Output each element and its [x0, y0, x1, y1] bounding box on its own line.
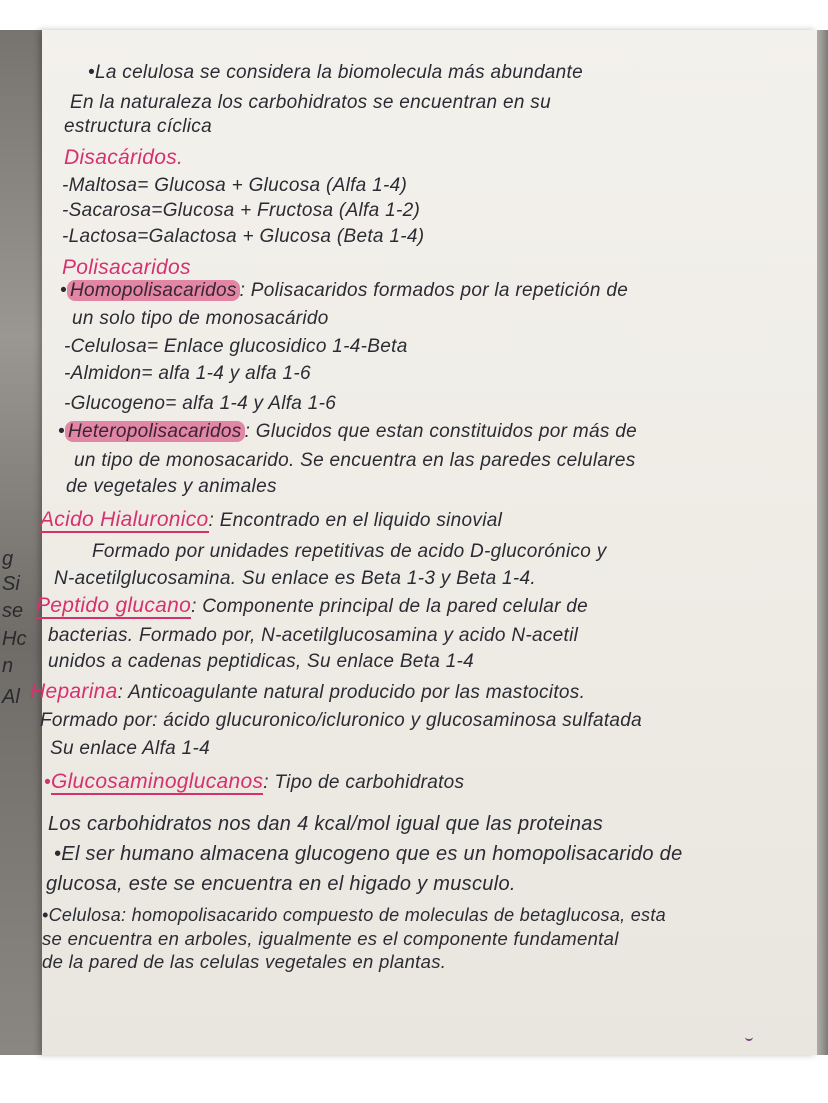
margin-fragment: Al: [2, 686, 20, 708]
note-line: [66, 476, 277, 498]
note-line: [74, 450, 636, 472]
line-text: Formado por unidades repetitivas de acido D-glucorónico y: [92, 541, 607, 562]
line-text: -Lactosa=Galactosa + Glucosa (Beta 1-4): [62, 226, 425, 247]
line-text: : Glucidos que estan constituidos por más de: [244, 421, 637, 442]
line-text: Su enlace Alfa 1-4: [50, 738, 210, 759]
line-text: : Encontrado en el liquido sinovial: [208, 510, 503, 531]
note-line: [58, 421, 637, 443]
note-line: [64, 116, 212, 138]
line-text: se encuentra en arboles, igualmente es el componente fundamental: [42, 928, 619, 949]
line-text: •La celulosa se considera la biomolecula más abundante: [88, 62, 583, 83]
line-text: glucosa, este se encuentra en el higado y musculo.: [46, 873, 516, 895]
note-line: [88, 62, 583, 84]
note-line: [54, 843, 683, 866]
fabric-background: [0, 30, 45, 1055]
note-line: [64, 393, 336, 415]
note-line: [30, 680, 585, 704]
line-text: : Anticoagulante natural producido por las mastocitos.: [117, 682, 586, 703]
line-text: -Almidon= alfa 1-4 y alfa 1-6: [64, 363, 311, 384]
heading-text: Disacáridos.: [64, 146, 184, 169]
note-line: [62, 200, 420, 222]
line-text: unidos a cadenas peptidicas, Su enlace Beta 1-4: [48, 651, 475, 672]
note-line: [92, 541, 607, 563]
line-text: •Celulosa: homopolisacarido compuesto de moleculas de betaglucosa, esta: [42, 905, 666, 925]
line-text: un solo tipo de monosacárido: [72, 308, 329, 329]
line-text: Los carbohidratos nos dan 4 kcal/mol igual que las proteinas: [48, 813, 603, 835]
line-text: -Glucogeno= alfa 1-4 y Alfa 1-6: [64, 393, 337, 414]
note-line: [60, 280, 628, 302]
highlighted-term: Heteropolisacaridos: [65, 421, 245, 442]
line-text: un tipo de monosacarido. Se encuentra en las paredes celulares: [74, 450, 636, 471]
margin-fragment: se: [2, 600, 24, 622]
bullet: •: [44, 772, 51, 793]
line-text: estructura cíclica: [64, 116, 212, 137]
heading-disacaridos: [64, 146, 183, 170]
note-line: [48, 651, 474, 673]
line-text: de la pared de las celulas vegetales en plantas.: [42, 951, 447, 972]
heading-glucosaminoglucanos: Glucosaminoglucanos: [50, 770, 264, 793]
bullet: •: [60, 280, 67, 301]
note-line: [72, 308, 329, 330]
note-line: [42, 928, 619, 950]
note-line: [50, 738, 210, 760]
margin-fragment: Si: [2, 573, 20, 595]
margin-fragment: n: [2, 655, 14, 677]
note-line: [64, 336, 408, 358]
note-line: [48, 625, 578, 647]
line-text: -Maltosa= Glucosa + Glucosa (Alfa 1-4): [62, 175, 408, 196]
note-line: [62, 226, 424, 248]
note-line: [40, 710, 642, 732]
heading-acido-hialuronico: Acido Hialuronico: [40, 508, 209, 531]
margin-fragment: Hc: [2, 628, 27, 650]
line-text: -Celulosa= Enlace glucosidico 1-4-Beta: [64, 336, 408, 357]
margin-fragment: g: [2, 548, 14, 570]
note-line: [48, 813, 603, 836]
note-line: [42, 951, 446, 973]
heading-polisacaridos: [62, 256, 191, 280]
line-text: N-acetilglucosamina. Su enlace es Beta 1-3 y Beta 1-4.: [54, 568, 536, 589]
note-line: [54, 568, 536, 590]
line-text: de vegetales y animales: [66, 476, 277, 497]
line-text: En la naturaleza los carbohidratos se encuentran en su: [70, 92, 551, 113]
line-text: : Tipo de carbohidratos: [263, 772, 465, 793]
heading-peptido-glucano: Peptido glucano: [36, 594, 192, 617]
note-line: [40, 508, 502, 532]
line-text: Formado por: ácido glucuronico/icluronico y glucosaminosa sulfatada: [40, 710, 643, 731]
note-line: [46, 873, 516, 896]
heading-text: Polisacaridos: [62, 256, 191, 279]
line-text: •El ser humano almacena glucogeno que es un homopolisacarido de: [54, 843, 683, 865]
note-line: [62, 175, 407, 197]
line-text: bacterias. Formado por, N-acetilglucosamina y acido N-acetil: [48, 625, 579, 646]
note-line: [36, 594, 588, 618]
note-line: [42, 905, 666, 926]
highlighted-term: Homopolisacaridos: [67, 280, 240, 301]
ink-mark: [745, 1033, 753, 1041]
line-text: : Polisacaridos formados por la repetición de: [239, 280, 629, 301]
note-line: [44, 770, 464, 794]
line-text: : Componente principal de la pared celular de: [191, 596, 589, 617]
heading-heparina: Heparina: [30, 680, 118, 703]
note-line: [64, 363, 311, 385]
note-line: [70, 92, 551, 114]
bullet: •: [58, 421, 65, 442]
line-text: -Sacarosa=Glucosa + Fructosa (Alfa 1-2): [62, 200, 421, 221]
